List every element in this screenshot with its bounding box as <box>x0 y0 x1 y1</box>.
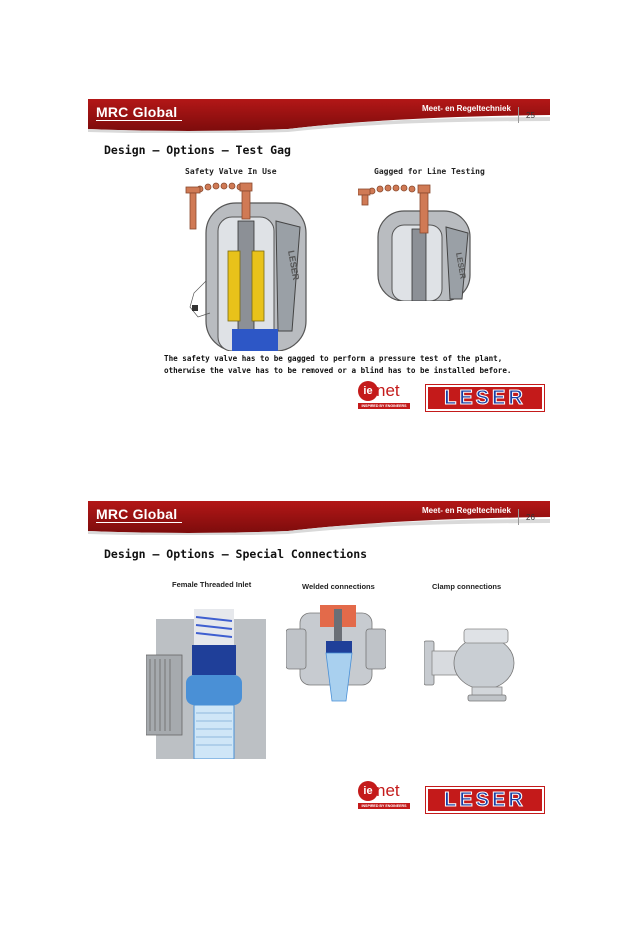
leser-logo: LESER <box>426 385 544 411</box>
page-separator <box>518 509 519 525</box>
ienet-logo: ie net INSPIRED BY ENGINEERS <box>358 781 414 811</box>
department-label: Meet- en Regeltechniek <box>422 104 511 113</box>
slide-25 <box>88 95 550 425</box>
mrc-global-logo: MRC Global <box>96 104 178 120</box>
mrc-global-logo: MRC Global <box>96 506 178 522</box>
caption-line-1: The safety valve has to be gagged to perform a pressure test of the plant, <box>164 354 503 363</box>
page-separator <box>518 107 519 123</box>
figure-label-threaded: Female Threaded Inlet <box>172 580 252 589</box>
logo-underline <box>96 120 182 121</box>
header-banner <box>88 497 550 535</box>
page-number: 25 <box>526 111 535 120</box>
slide-title: Design – Options – Test Gag <box>104 143 291 157</box>
svg-text:LESER: LESER <box>286 249 302 281</box>
slide-title: Design – Options – Special Connections <box>104 547 368 561</box>
ienet-logo: ie net INSPIRED BY ENGINEERS <box>358 381 414 411</box>
slide-26 <box>88 497 550 827</box>
leser-logo: LESER <box>426 787 544 813</box>
slide-caption <box>164 353 511 377</box>
figure-label-in-use: Safety Valve In Use <box>185 167 277 176</box>
figure-label-gagged: Gagged for Line Testing <box>374 167 485 176</box>
svg-text:LESER: LESER <box>454 251 468 280</box>
welded-connections-illustration <box>286 605 386 715</box>
gagged-valve-illustration <box>358 181 478 301</box>
female-threaded-inlet-illustration <box>146 609 266 759</box>
clamp-connections-illustration <box>424 625 524 705</box>
page-number: 26 <box>526 513 535 522</box>
header-banner <box>88 95 550 133</box>
figure-label-clamp: Clamp connections <box>432 582 502 591</box>
figure-label-welded: Welded connections <box>302 582 375 591</box>
safety-valve-in-use-illustration <box>178 181 308 351</box>
logo-underline <box>96 522 182 523</box>
department-label: Meet- en Regeltechniek <box>422 506 511 515</box>
caption-line-2: otherwise the valve has to be removed or a blind has to be installed before. <box>164 366 512 375</box>
